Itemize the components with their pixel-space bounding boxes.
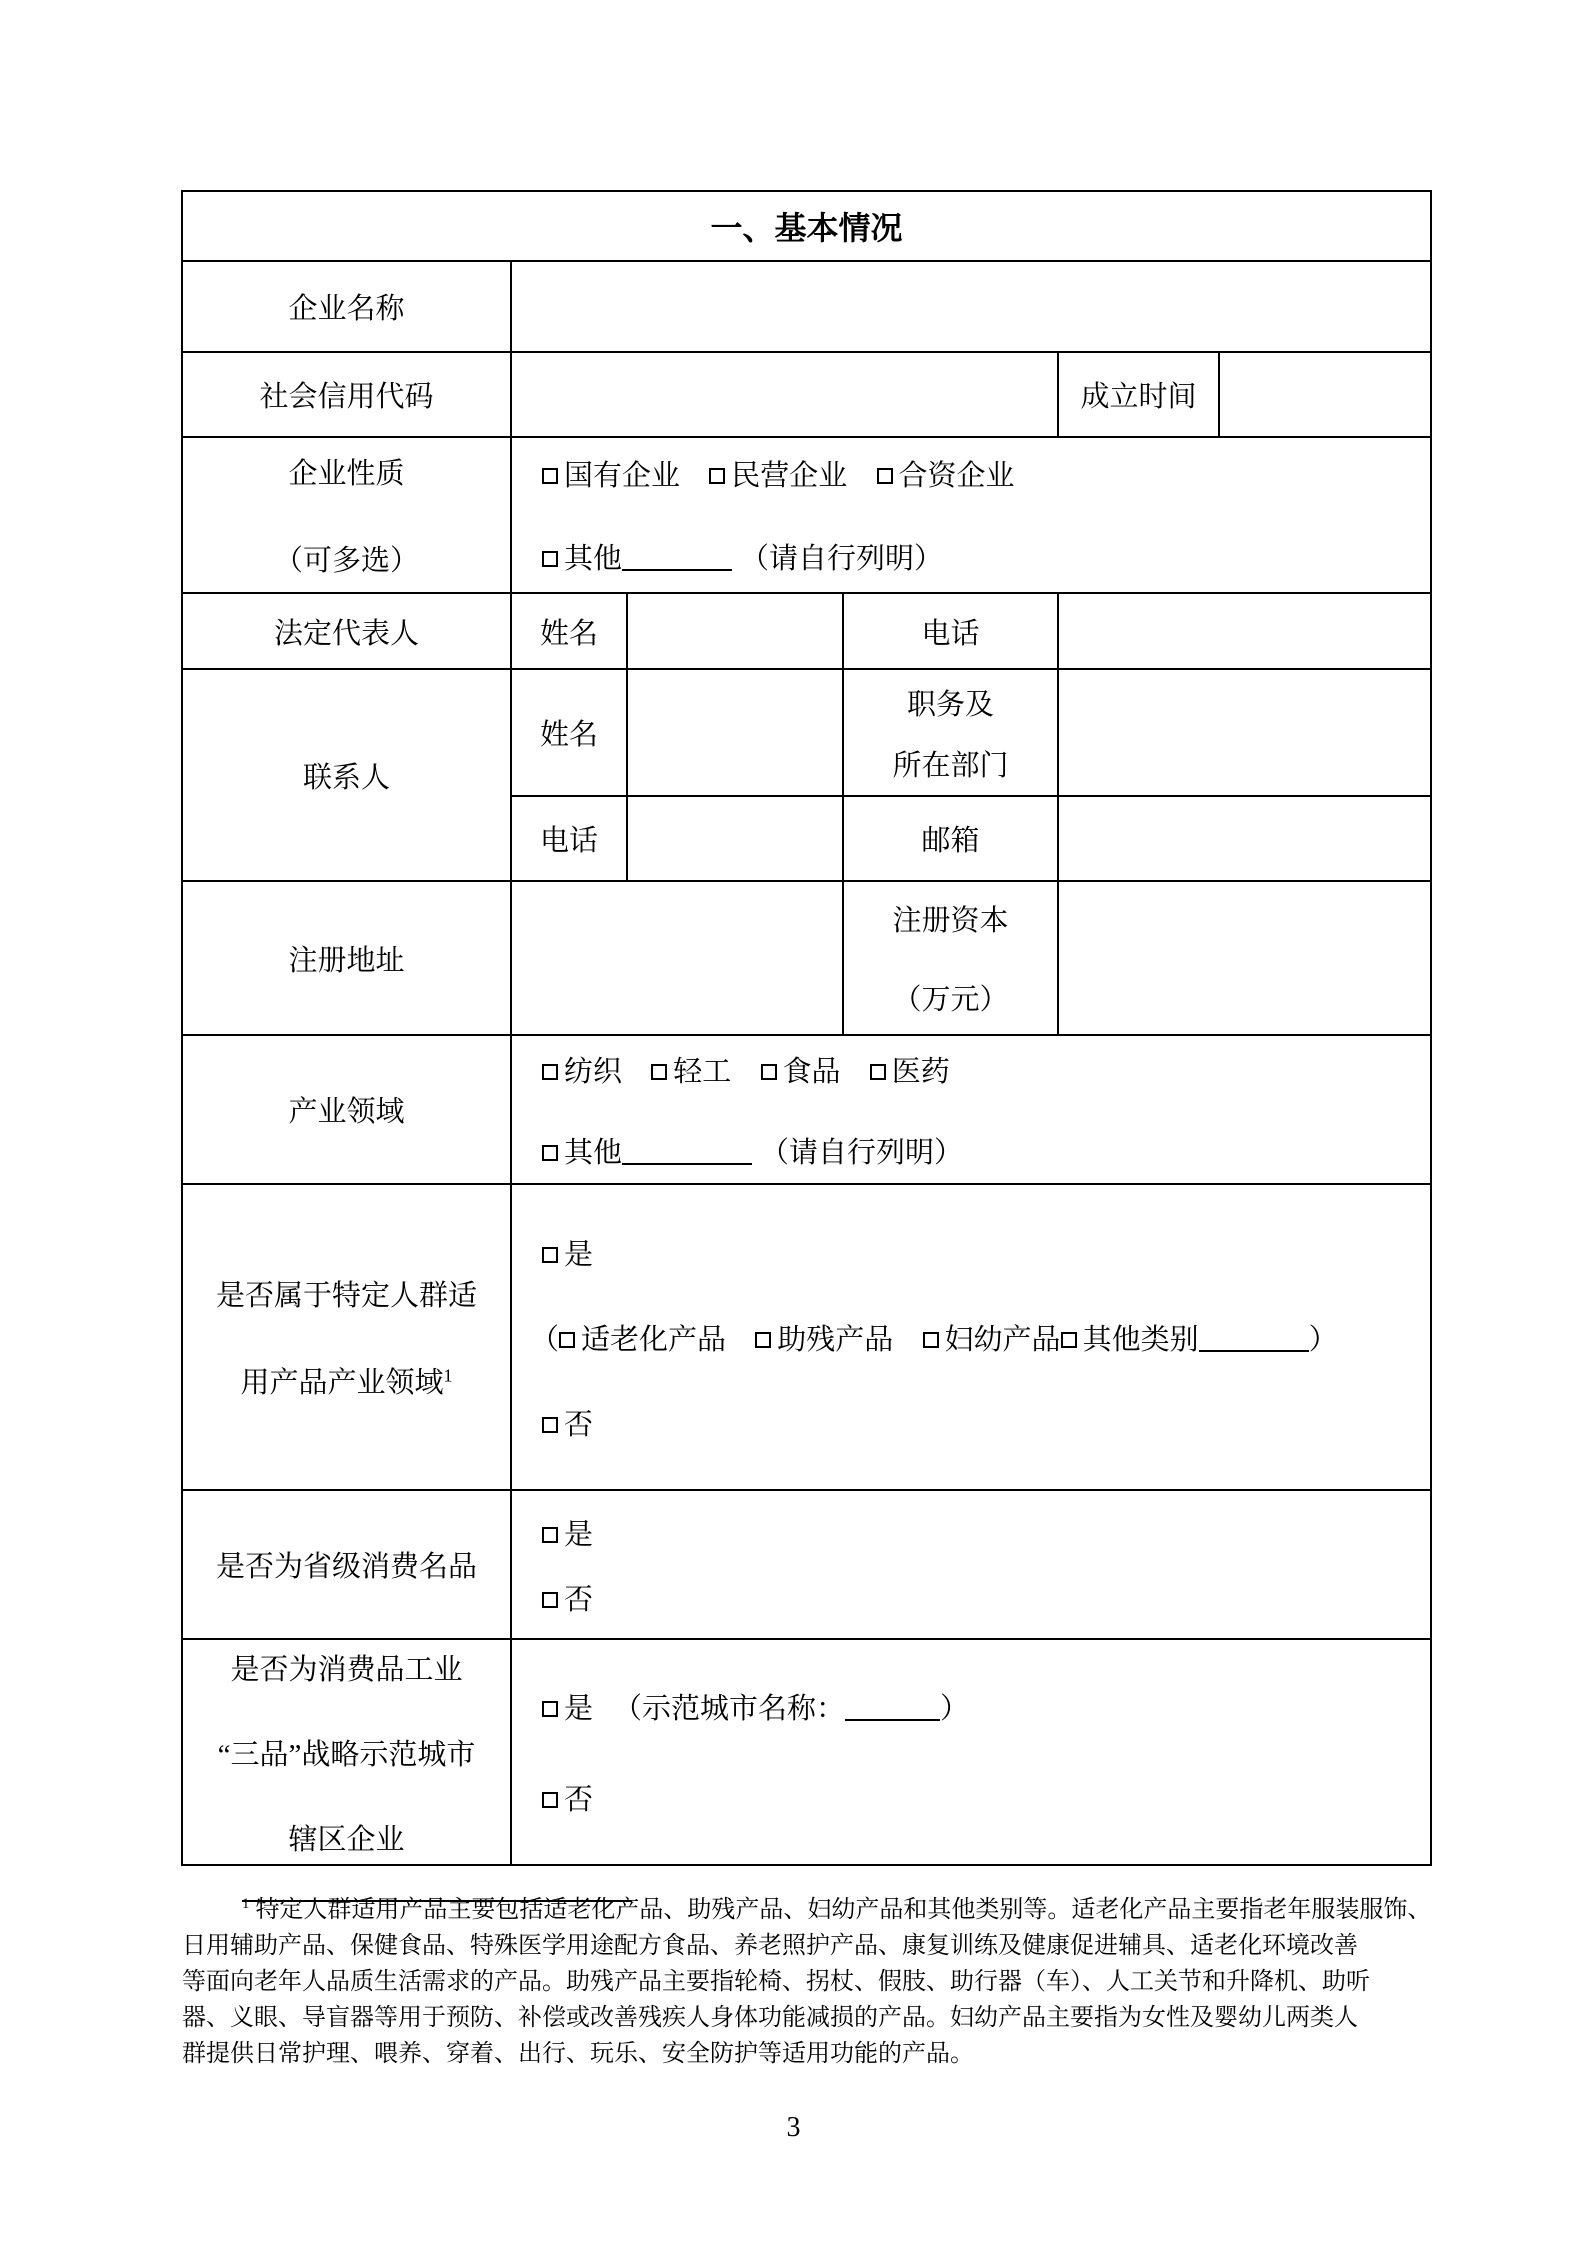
checkbox-option-other-nature[interactable]: 其他 [542, 543, 622, 575]
checkbox-icon [542, 468, 558, 484]
checkbox-icon [755, 1332, 771, 1348]
checkbox-option-joint-venture[interactable]: 合资企业 [877, 460, 1015, 492]
checkbox-icon [542, 551, 558, 567]
industry-field-label: 产业领域 [182, 1035, 511, 1184]
detail-open-paren: （ [530, 1323, 560, 1356]
industry-field-options-cell [511, 1035, 1431, 1184]
checkbox-icon [870, 1064, 886, 1080]
footnote-line: 日用辅助产品、保健食品、特殊医学用途配方食品、养老照护产品、康复训练及健康促进辅具、适老化环境改善 [182, 1933, 1358, 1959]
checkbox-option-elderly-products[interactable]: 适老化产品 [559, 1324, 726, 1356]
checkbox-icon [877, 468, 893, 484]
checkbox-option-disability-products[interactable]: 助残产品 [755, 1324, 893, 1356]
enterprise-nature-label-cell [182, 437, 511, 593]
other-industry-note: （请自行列明） [760, 1136, 964, 1169]
sanpin-city-label-line3: 辖区企业 [288, 1823, 405, 1856]
checkbox-option-other-industry[interactable]: 其他 [542, 1137, 622, 1169]
footnote-marker: 1 [242, 1896, 250, 1912]
footnote-line: 群提供日常护理、喂养、穿着、出行、玩乐、安全防护等适用功能的产品。 [182, 2041, 974, 2067]
demo-city-name-label: （示范城市名称： [613, 1693, 846, 1725]
reg-capital-input-cell[interactable] [1058, 881, 1431, 1035]
contact-label: 联系人 [182, 669, 511, 881]
reg-capital-label: 注册资本 [892, 905, 1009, 937]
checkbox-icon [542, 1145, 558, 1161]
legal-rep-name-label: 姓名 [511, 593, 627, 669]
legal-rep-label: 法定代表人 [182, 593, 511, 669]
checkbox-option-food[interactable]: 食品 [761, 1056, 841, 1088]
checkbox-icon [923, 1332, 939, 1348]
checkbox-option-special-yes[interactable]: 是 [542, 1239, 593, 1271]
checkbox-icon [542, 1701, 558, 1717]
contact-name-input-cell[interactable] [627, 669, 843, 796]
special-group-label-line1: 是否属于特定人群适 [215, 1280, 477, 1312]
contact-phone-input-cell[interactable] [627, 796, 843, 881]
contact-title-dept-input-cell[interactable] [1058, 669, 1431, 796]
checkbox-option-sanpin-no[interactable]: 否 [542, 1784, 593, 1816]
footnote-reference: 1 [443, 1365, 453, 1386]
checkbox-icon [542, 1247, 558, 1263]
sanpin-city-label-line1: 是否为消费品工业 [230, 1653, 463, 1686]
enterprise-nature-options-cell [511, 437, 1431, 593]
checkbox-icon [651, 1064, 667, 1080]
established-date-input-cell[interactable] [1219, 352, 1431, 437]
checkbox-option-maternal-child-products[interactable]: 妇幼产品 [923, 1324, 1061, 1356]
checkbox-icon [709, 468, 725, 484]
checkbox-icon [542, 1064, 558, 1080]
checkbox-icon [1061, 1332, 1077, 1348]
provincial-brand-options-cell [511, 1490, 1431, 1639]
other-nature-note: （请自行列明） [740, 543, 944, 575]
checkbox-icon [761, 1064, 777, 1080]
section-title: 一、基本情况 [182, 191, 1431, 261]
sanpin-city-label-line2: “三品”战略示范城市 [217, 1738, 476, 1771]
contact-email-input-cell[interactable] [1058, 796, 1431, 881]
special-group-label-cell [182, 1184, 511, 1490]
provincial-brand-label: 是否为省级消费名品 [182, 1490, 511, 1639]
special-group-label-line2: 用产品产业领域$^1$ [240, 1365, 453, 1399]
detail-close-paren: ） [1308, 1323, 1338, 1356]
blank-underline[interactable] [622, 1163, 752, 1165]
checkbox-icon [542, 1792, 558, 1808]
checkbox-option-textile[interactable]: 纺织 [542, 1056, 622, 1088]
credit-code-input-cell[interactable] [511, 352, 1058, 437]
contact-title-dept-label-cell [843, 669, 1058, 796]
basic-info-form-table [181, 190, 1432, 1866]
checkbox-option-special-no[interactable]: 否 [542, 1409, 593, 1441]
footnote [182, 1892, 1472, 2072]
legal-rep-phone-label: 电话 [843, 593, 1058, 669]
reg-address-input-cell[interactable] [511, 881, 843, 1035]
checkbox-icon [542, 1417, 558, 1433]
checkbox-option-provincial-yes[interactable]: 是 [542, 1519, 593, 1551]
checkbox-icon [542, 1527, 558, 1543]
checkbox-icon [542, 1592, 558, 1608]
contact-phone-label: 电话 [511, 796, 627, 881]
reg-address-label: 注册地址 [182, 881, 511, 1035]
company-name-label: 企业名称 [182, 261, 511, 352]
checkbox-option-private[interactable]: 民营企业 [709, 460, 847, 492]
reg-capital-label-cell [843, 881, 1058, 1035]
enterprise-nature-label: 企业性质 [288, 458, 405, 490]
checkbox-option-medicine[interactable]: 医药 [870, 1056, 950, 1088]
checkbox-option-sanpin-yes[interactable]: 是 [542, 1693, 593, 1725]
contact-title-label: 职务及 [906, 688, 994, 721]
checkbox-option-state-owned[interactable]: 国有企业 [542, 460, 680, 492]
enterprise-nature-sublabel: （可多选） [273, 545, 419, 577]
checkbox-option-other-category[interactable]: 其他类别 [1061, 1324, 1199, 1356]
checkbox-option-provincial-no[interactable]: 否 [542, 1584, 593, 1616]
special-group-options-cell [511, 1184, 1431, 1490]
established-date-label: 成立时间 [1058, 352, 1219, 437]
blank-underline[interactable] [622, 569, 732, 571]
checkbox-icon [559, 1332, 575, 1348]
contact-dept-label: 所在部门 [892, 749, 1009, 782]
footnote-line: 等面向老年人品质生活需求的产品。助残产品主要指轮椅、拐杖、假肢、助行器（车）、人工关节和升降机、助听 [182, 1969, 1370, 1995]
demo-city-close-paren: ） [940, 1693, 970, 1725]
checkbox-option-light-industry[interactable]: 轻工 [651, 1056, 731, 1088]
footnote-line: $^1$ 特定人群适用产品主要包括适老化产品、助残产品、妇幼产品和其他类别等。适老化产品主要指老年服装服饰、 [242, 1896, 1432, 1923]
legal-rep-name-input-cell[interactable] [627, 593, 843, 669]
blank-underline[interactable] [845, 1719, 940, 1721]
reg-capital-unit-label: （万元） [892, 984, 1009, 1016]
company-name-input-cell[interactable] [511, 261, 1431, 352]
sanpin-city-options-cell [511, 1639, 1431, 1865]
legal-rep-phone-input-cell[interactable] [1058, 593, 1431, 669]
credit-code-label: 社会信用代码 [182, 352, 511, 437]
blank-underline[interactable] [1199, 1350, 1309, 1352]
page-number: 3 [786, 2112, 801, 2143]
contact-email-label: 邮箱 [843, 796, 1058, 881]
footnote-line: 器、义眼、导盲器等用于预防、补偿或改善残疾人身体功能减损的产品。妇幼产品主要指为女性及婴幼儿两类人 [182, 2005, 1358, 2031]
sanpin-city-label-cell [182, 1639, 511, 1865]
contact-name-label: 姓名 [511, 669, 627, 796]
